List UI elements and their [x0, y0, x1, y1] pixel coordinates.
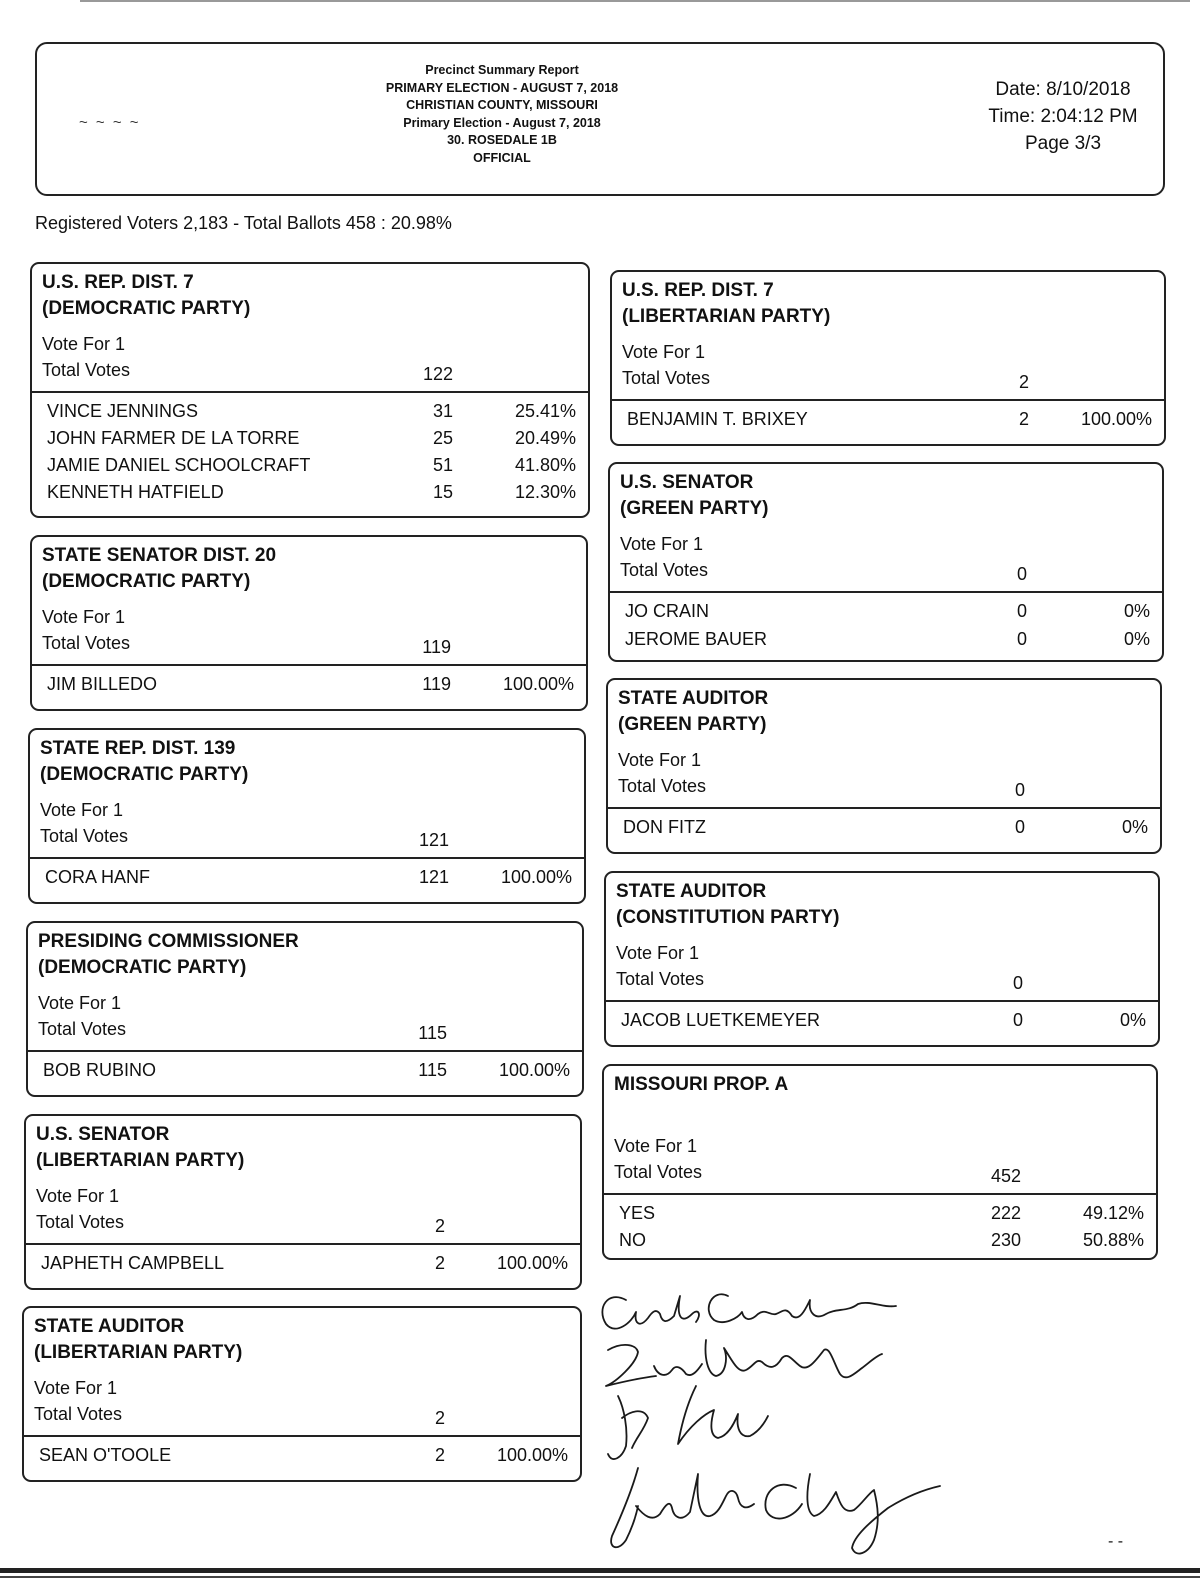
- report-header: [35, 42, 1165, 196]
- total-votes-value: 452: [990, 1166, 1021, 1186]
- candidate-row: [42, 455, 578, 482]
- corner-mark: - -: [1108, 1533, 1124, 1550]
- contest-title: [38, 929, 299, 981]
- signature-2: [606, 1340, 882, 1386]
- contest-box: [608, 462, 1164, 662]
- total-votes-value: 121: [418, 830, 449, 850]
- total-votes-label: Total Votes: [42, 633, 131, 653]
- vote-for-label: Vote For 1: [620, 534, 704, 554]
- total-votes-value: 2: [434, 1216, 445, 1236]
- vote-for-label: Vote For 1: [34, 1378, 118, 1398]
- vote-for-label: Vote For 1: [38, 993, 122, 1013]
- candidate-percent: 100.00%: [500, 867, 572, 887]
- contest-box: [610, 270, 1166, 446]
- candidate-percent: 100.00%: [498, 1060, 570, 1080]
- contest-title-office: STATE AUDITOR: [34, 1316, 185, 1337]
- total-votes-value: 0: [1016, 564, 1027, 584]
- top-edge-line: [80, 0, 1190, 2]
- candidate-votes: 2: [434, 1445, 445, 1465]
- candidate-percent: 20.49%: [514, 428, 576, 448]
- contest-divider: [604, 1193, 1156, 1195]
- bottom-edge-line: [0, 1576, 1200, 1578]
- candidate-votes: 0: [1016, 601, 1027, 621]
- contest-title-party: (CONSTITUTION PARTY): [616, 907, 840, 928]
- candidate-votes: 25: [432, 428, 453, 448]
- contest-divider: [24, 1435, 580, 1437]
- candidate-votes: 0: [1016, 629, 1027, 649]
- candidate-percent: 0%: [1123, 629, 1150, 649]
- candidate-name: JO CRAIN: [625, 601, 710, 621]
- candidate-row: [614, 1230, 1146, 1257]
- total-votes-label: Total Votes: [34, 1404, 123, 1424]
- contest-title-office: STATE SENATOR DIST. 20: [42, 545, 277, 566]
- contest-divider: [32, 664, 586, 666]
- report-title: Precinct Summary Report: [425, 63, 579, 77]
- contest-title-office: STATE AUDITOR: [616, 881, 767, 902]
- contest-title-party: (LIBERTARIAN PARTY): [34, 1342, 243, 1363]
- candidate-votes: 121: [418, 867, 449, 887]
- election-name: Primary Election - August 7, 2018: [403, 115, 601, 130]
- candidate-votes: 0: [1012, 1010, 1023, 1030]
- contest-title-party: (DEMOCRATIC PARTY): [40, 764, 249, 785]
- contest-box: [22, 1306, 582, 1482]
- vote-for-label: Vote For 1: [36, 1186, 120, 1206]
- candidate-name: JIM BILLEDO: [47, 674, 158, 694]
- contest-title: [620, 470, 768, 522]
- candidate-percent: 100.00%: [1080, 409, 1152, 429]
- total-votes-value: 115: [418, 1023, 447, 1043]
- candidate-name: JEROME BAUER: [625, 629, 768, 649]
- contest-title-party: (LIBERTARIAN PARTY): [36, 1150, 245, 1171]
- county-name: CHRISTIAN COUNTY, MISSOURI: [406, 98, 598, 112]
- candidate-votes: 115: [418, 1060, 447, 1080]
- contest-title-office: U.S. SENATOR: [36, 1124, 170, 1145]
- candidate-row: [618, 817, 1150, 844]
- total-votes-label: Total Votes: [620, 560, 709, 580]
- vote-for-label: Vote For 1: [616, 943, 700, 963]
- signature-3: [608, 1386, 768, 1459]
- contest-title-office: PRESIDING COMMISSIONER: [38, 931, 299, 952]
- total-votes-value: 0: [1012, 973, 1023, 993]
- vote-for-label: Vote For 1: [42, 334, 126, 354]
- candidate-row: [620, 601, 1152, 628]
- candidate-name: JOHN FARMER DE LA TORRE: [47, 428, 300, 448]
- candidate-name: VINCE JENNINGS: [47, 401, 199, 421]
- candidate-percent: 50.88%: [1082, 1230, 1144, 1250]
- candidate-percent: 100.00%: [496, 1445, 568, 1465]
- candidate-percent: 100.00%: [496, 1253, 568, 1273]
- registered-voters-line: Registered Voters 2,183 - Total Ballots 458 : 20.98%: [35, 213, 452, 233]
- contest-title: [616, 879, 839, 931]
- report-status: OFFICIAL: [473, 150, 531, 165]
- contest-title-office: U.S. REP. DIST. 7: [42, 272, 194, 293]
- contest-box: [604, 871, 1160, 1047]
- logo-marks: ~ ~ ~ ~: [79, 114, 141, 131]
- contest-box: [26, 921, 584, 1097]
- candidate-name: JAPHETH CAMPBELL: [41, 1253, 225, 1273]
- contest-title: [40, 736, 248, 788]
- candidate-row: [616, 1010, 1148, 1037]
- vote-for-label: Vote For 1: [42, 607, 126, 627]
- candidate-row: [42, 482, 578, 509]
- candidate-votes: 119: [422, 674, 451, 694]
- contest-title-party: (LIBERTARIAN PARTY): [622, 306, 831, 327]
- contest-title-office: MISSOURI PROP. A: [614, 1074, 789, 1095]
- contest-divider: [30, 857, 584, 859]
- candidate-votes: 51: [432, 455, 453, 475]
- candidate-row: [38, 1060, 572, 1087]
- total-votes-label: Total Votes: [36, 1212, 125, 1232]
- total-votes-value: 2: [434, 1408, 445, 1428]
- report-date: Date: 8/10/2018: [995, 79, 1131, 100]
- candidate-name: NO: [619, 1230, 646, 1250]
- candidate-row: [42, 401, 578, 428]
- candidate-name: YES: [619, 1203, 656, 1223]
- contest-title-party: (GREEN PARTY): [618, 714, 767, 735]
- candidate-percent: 0%: [1119, 1010, 1146, 1030]
- contest-box: [24, 1114, 582, 1290]
- election-line: PRIMARY ELECTION - AUGUST 7, 2018: [385, 80, 619, 95]
- signature-1: [602, 1294, 896, 1328]
- contest-title-office: STATE REP. DIST. 139: [40, 738, 236, 759]
- total-votes-label: Total Votes: [42, 360, 131, 380]
- candidate-name: DON FITZ: [623, 817, 706, 837]
- contest-divider: [28, 1050, 582, 1052]
- contest-title: [34, 1314, 242, 1366]
- header-title-block: [337, 62, 667, 167]
- contest-title: [618, 686, 768, 738]
- candidate-row: [36, 1253, 570, 1280]
- contest-box: [602, 1064, 1158, 1260]
- candidate-votes: 2: [434, 1253, 445, 1273]
- total-votes-label: Total Votes: [618, 776, 707, 796]
- contest-divider: [606, 1000, 1158, 1002]
- contest-title: [42, 543, 276, 595]
- candidate-percent: 49.12%: [1082, 1203, 1144, 1223]
- report-time: Time: 2:04:12 PM: [988, 106, 1138, 127]
- contest-box: [30, 535, 588, 711]
- total-votes-value: 122: [422, 364, 453, 384]
- contest-title: [614, 1072, 788, 1098]
- contest-divider: [612, 399, 1164, 401]
- candidate-row: [34, 1445, 570, 1472]
- vote-for-label: Vote For 1: [622, 342, 706, 362]
- bottom-edge-bar: [0, 1568, 1200, 1573]
- candidate-row: [42, 674, 576, 701]
- contest-title-office: U.S. REP. DIST. 7: [622, 280, 774, 301]
- total-votes-label: Total Votes: [614, 1162, 703, 1182]
- contest-title-party: (GREEN PARTY): [620, 498, 769, 519]
- contest-divider: [610, 591, 1162, 593]
- candidate-row: [614, 1203, 1146, 1230]
- contest-box: [606, 678, 1162, 854]
- contest-divider: [26, 1243, 580, 1245]
- page-number: Page 3/3: [1024, 133, 1102, 154]
- total-votes-label: Total Votes: [40, 826, 129, 846]
- contest-divider: [608, 807, 1160, 809]
- candidate-percent: 0%: [1123, 601, 1150, 621]
- candidate-votes: 230: [990, 1230, 1021, 1250]
- candidate-name: JAMIE DANIEL SCHOOLCRAFT: [47, 455, 311, 475]
- precinct-name: 30. ROSEDALE 1B: [447, 133, 557, 147]
- candidate-votes: 222: [990, 1203, 1021, 1223]
- candidate-percent: 100.00%: [502, 674, 574, 694]
- signatures: [578, 1278, 958, 1568]
- candidate-percent: 0%: [1121, 817, 1148, 837]
- vote-for-label: Vote For 1: [618, 750, 702, 770]
- contest-title-office: STATE AUDITOR: [618, 688, 769, 709]
- candidate-name: KENNETH HATFIELD: [47, 482, 224, 502]
- contest-box: [30, 262, 590, 518]
- signature-4: [611, 1468, 940, 1554]
- contest-box: [28, 728, 586, 904]
- candidate-name: JACOB LUETKEMEYER: [621, 1010, 821, 1030]
- contest-title-party: (DEMOCRATIC PARTY): [38, 957, 247, 978]
- total-votes-value: 2: [1018, 372, 1029, 392]
- candidate-percent: 41.80%: [514, 455, 576, 475]
- candidate-percent: 25.41%: [514, 401, 576, 421]
- total-votes-value: 0: [1014, 780, 1025, 800]
- contest-title-party: (DEMOCRATIC PARTY): [42, 571, 251, 592]
- contest-title: [622, 278, 830, 330]
- total-votes-value: 119: [422, 637, 451, 657]
- candidate-name: CORA HANF: [45, 867, 151, 887]
- candidate-name: BOB RUBINO: [43, 1060, 157, 1080]
- vote-for-label: Vote For 1: [614, 1136, 698, 1156]
- contest-divider: [32, 391, 588, 393]
- header-meta: [973, 76, 1153, 157]
- total-votes-label: Total Votes: [38, 1019, 127, 1039]
- candidate-votes: 31: [432, 401, 453, 421]
- total-votes-label: Total Votes: [616, 969, 705, 989]
- candidate-votes: 2: [1018, 409, 1029, 429]
- candidate-votes: 15: [432, 482, 453, 502]
- candidate-percent: 12.30%: [514, 482, 576, 502]
- contest-title-office: U.S. SENATOR: [620, 472, 754, 493]
- contest-title: [42, 270, 250, 322]
- candidate-row: [620, 629, 1152, 656]
- candidate-row: [40, 867, 574, 894]
- contest-title-party: (DEMOCRATIC PARTY): [42, 298, 251, 319]
- candidate-row: [42, 428, 578, 455]
- candidate-name: SEAN O'TOOLE: [39, 1445, 172, 1465]
- total-votes-label: Total Votes: [622, 368, 711, 388]
- candidate-row: [622, 409, 1154, 436]
- candidate-name: BENJAMIN T. BRIXEY: [627, 409, 808, 429]
- contest-title: [36, 1122, 244, 1174]
- vote-for-label: Vote For 1: [40, 800, 124, 820]
- candidate-votes: 0: [1014, 817, 1025, 837]
